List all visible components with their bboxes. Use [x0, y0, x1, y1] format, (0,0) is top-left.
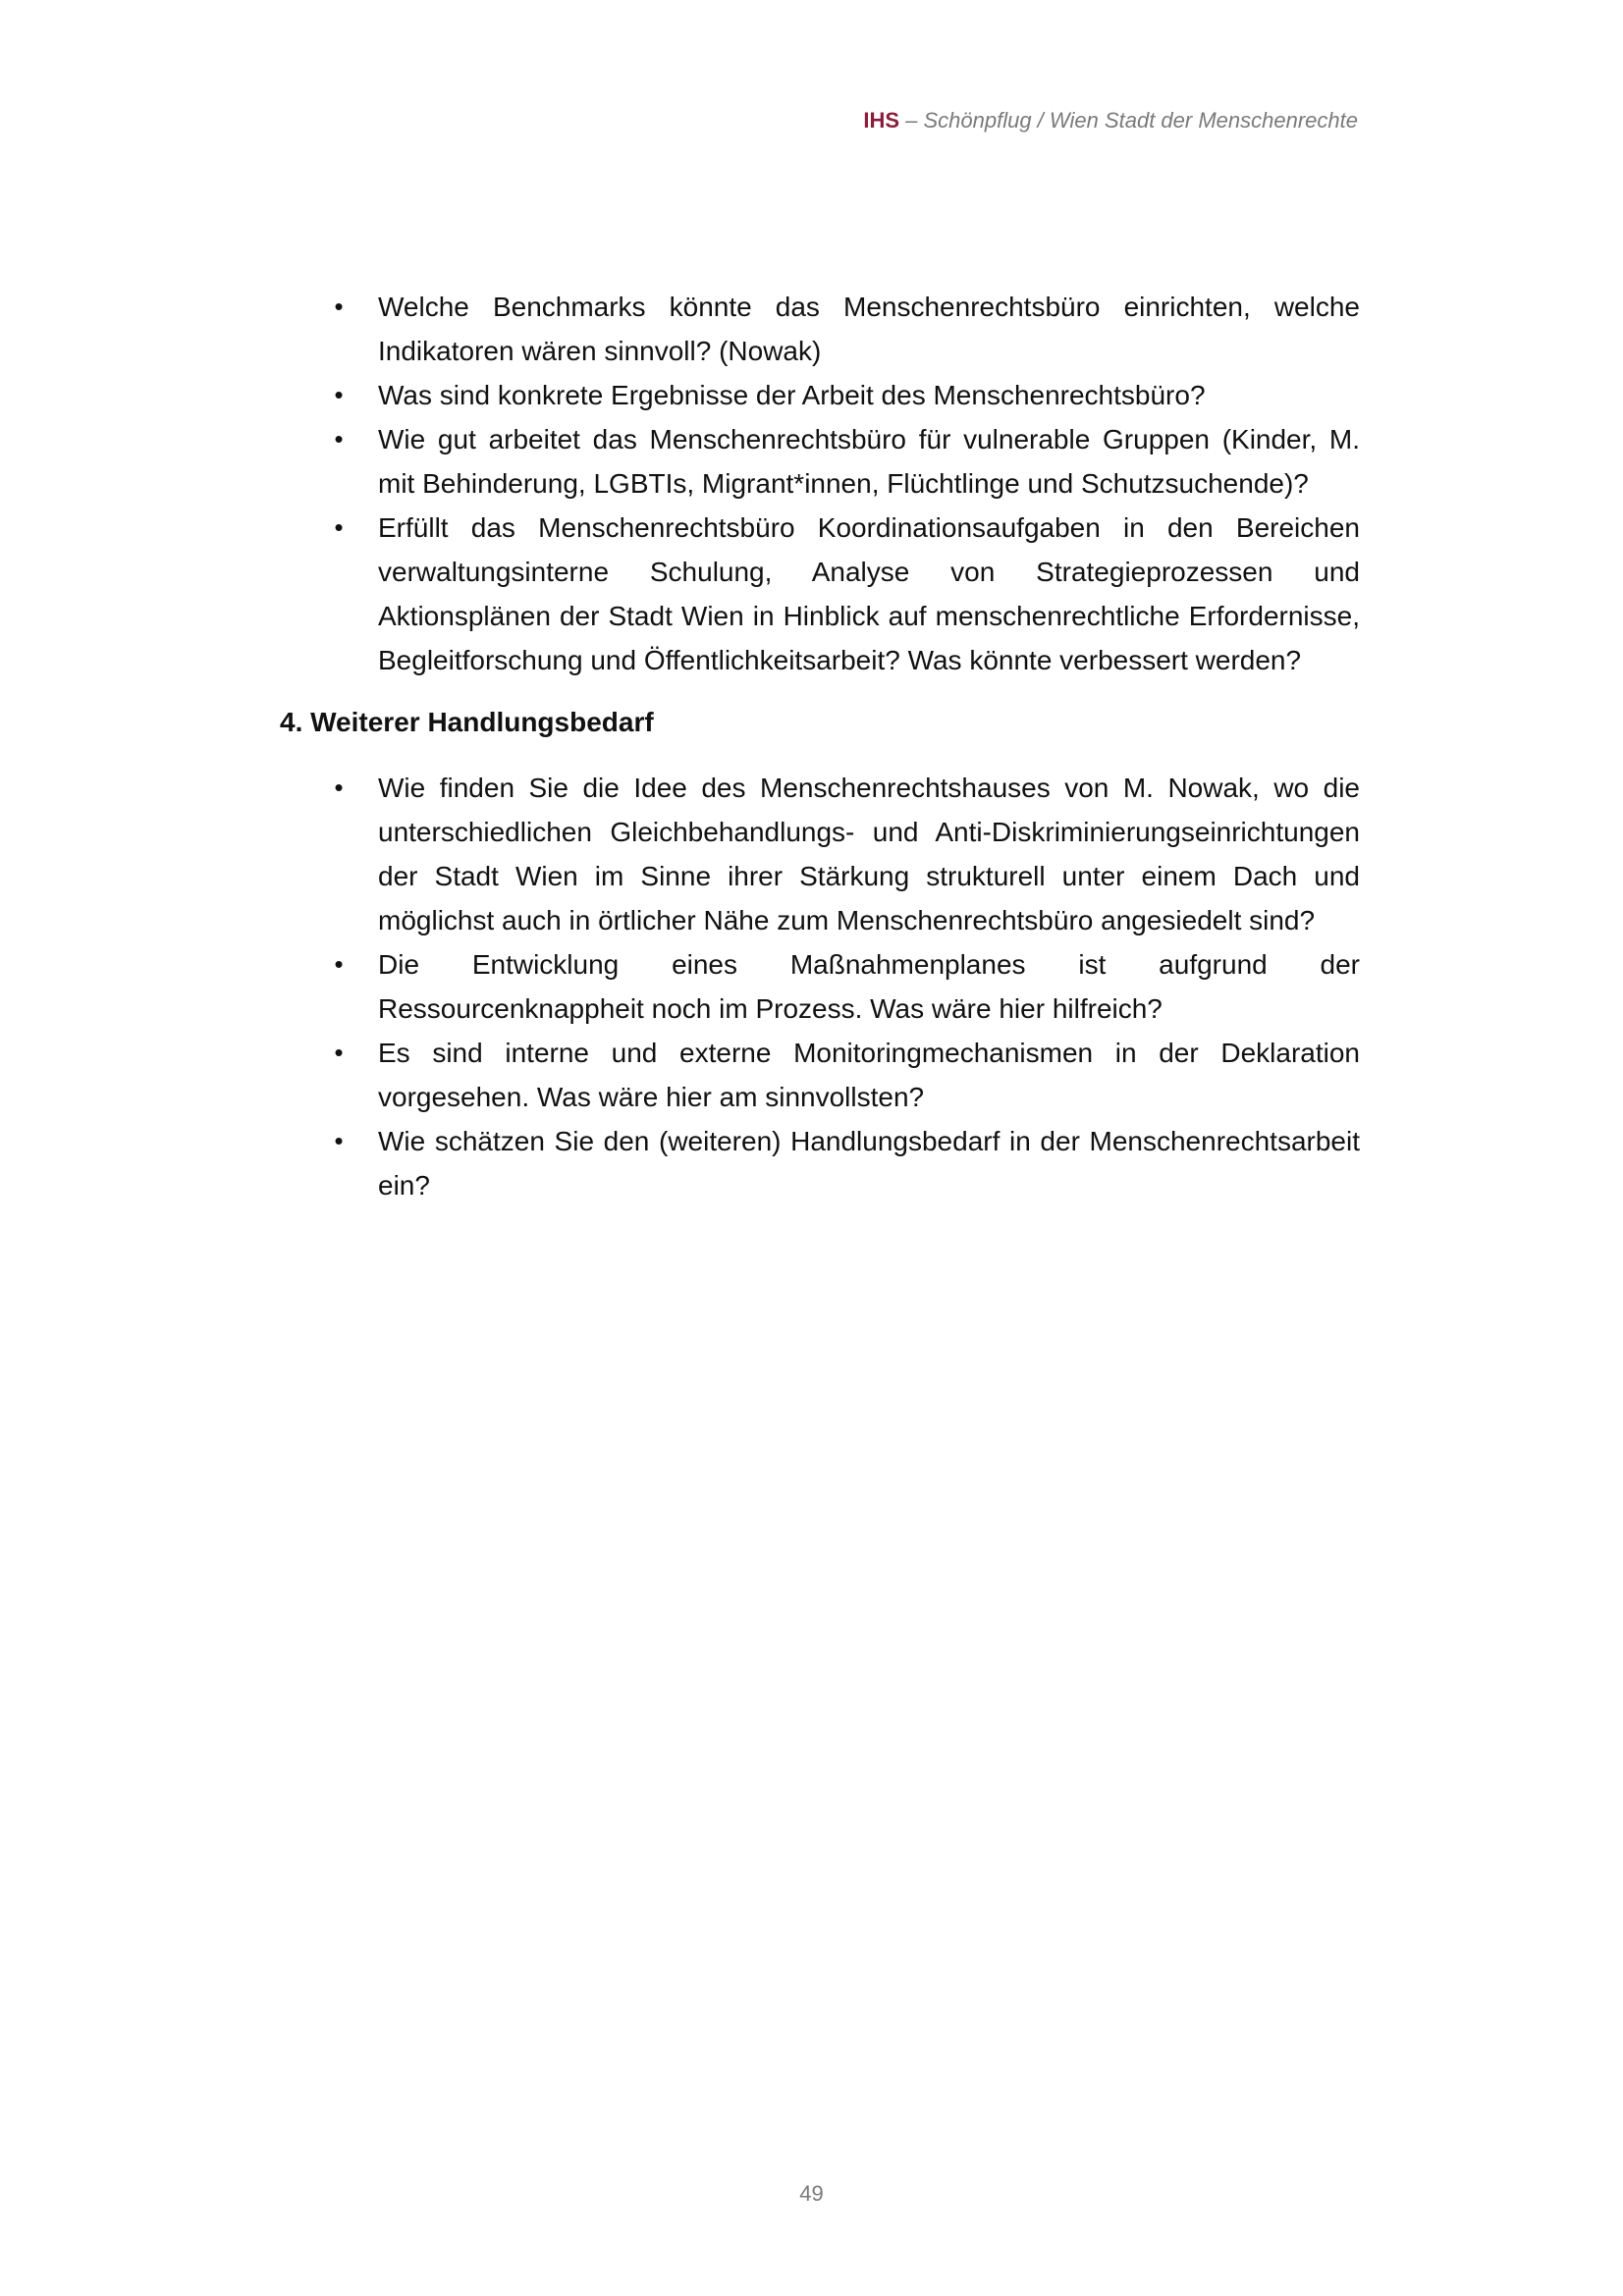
bullet-icon: •	[334, 380, 344, 409]
list-item-text: Wie schätzen Sie den (weiteren) Handlungsbedarf in der Menschenrechtsarbeit ein?	[378, 1126, 1360, 1201]
header-brand: IHS	[863, 108, 900, 133]
section-heading: 4. Weiterer Handlungsbedarf	[280, 707, 654, 737]
list-item	[334, 942, 1360, 1031]
bullet-icon: •	[334, 424, 344, 454]
list-item	[334, 766, 1360, 942]
list-item	[334, 1119, 1360, 1207]
page-number: 49	[799, 2181, 824, 2206]
list-item	[334, 1031, 1360, 1119]
question-list-1	[280, 285, 1360, 682]
bullet-icon: •	[334, 1126, 344, 1155]
bullet-icon: •	[334, 512, 344, 542]
list-item-text: Wie gut arbeitet das Menschenrechtsbüro für vulnerable Gruppen (Kinder, M. mit Behinderung, LGBTIs, Migrant*innen, Flüchtlinge und Schutzsuchende)?	[378, 424, 1360, 499]
list-item-text: Welche Benchmarks könnte das Menschenrechtsbüro einrichten, welche Indikatoren wären sinnvoll? (Nowak)	[378, 292, 1360, 366]
list-item	[334, 373, 1360, 417]
bullet-icon: •	[334, 949, 344, 979]
bullet-icon: •	[334, 292, 344, 321]
list-item-text: Erfüllt das Menschenrechtsbüro Koordinationsaufgaben in den Bereichen verwaltungsinterne Schulung, Analyse von Strategieprozessen und Aktionsplänen der Stadt Wien in Hinblick auf menschenrechtliche Erfordernisse, Begleitforschung und Öffentlichkeitsarbeit? Was könnte verbessert werden?	[378, 512, 1360, 675]
list-item	[334, 285, 1360, 373]
bullet-icon: •	[334, 773, 344, 802]
bullet-icon: •	[334, 1038, 344, 1067]
list-item	[334, 506, 1360, 682]
list-item-text: Es sind interne und externe Monitoringmechanismen in der Deklaration vorgesehen. Was wäre hier am sinnvollsten?	[378, 1038, 1360, 1112]
header-subtitle: Schönpflug / Wien Stadt der Menschenrechte	[923, 108, 1358, 133]
list-item	[334, 417, 1360, 506]
list-item-text: Wie finden Sie die Idee des Menschenrechtshauses von M. Nowak, wo die unterschiedlichen Gleichbehandlungs- und Anti-Diskriminierungseinrichtungen der Stadt Wien im Sinne ihrer Stärkung strukturell unter einem Dach und möglichst auch in örtlicher Nähe zum Menschenrechtsbüro angesiedelt sind?	[378, 773, 1360, 935]
question-list-2	[280, 766, 1360, 1207]
list-item-text: Die Entwicklung eines Maßnahmenplanes ist aufgrund der Ressourcenknappheit noch im Prozess. Was wäre hier hilfreich?	[378, 949, 1360, 1024]
list-item-text: Was sind konkrete Ergebnisse der Arbeit des Menschenrechtsbüro?	[378, 380, 1206, 410]
running-header	[863, 108, 1358, 133]
header-separator: –	[899, 108, 924, 133]
page-content	[280, 285, 1360, 1207]
